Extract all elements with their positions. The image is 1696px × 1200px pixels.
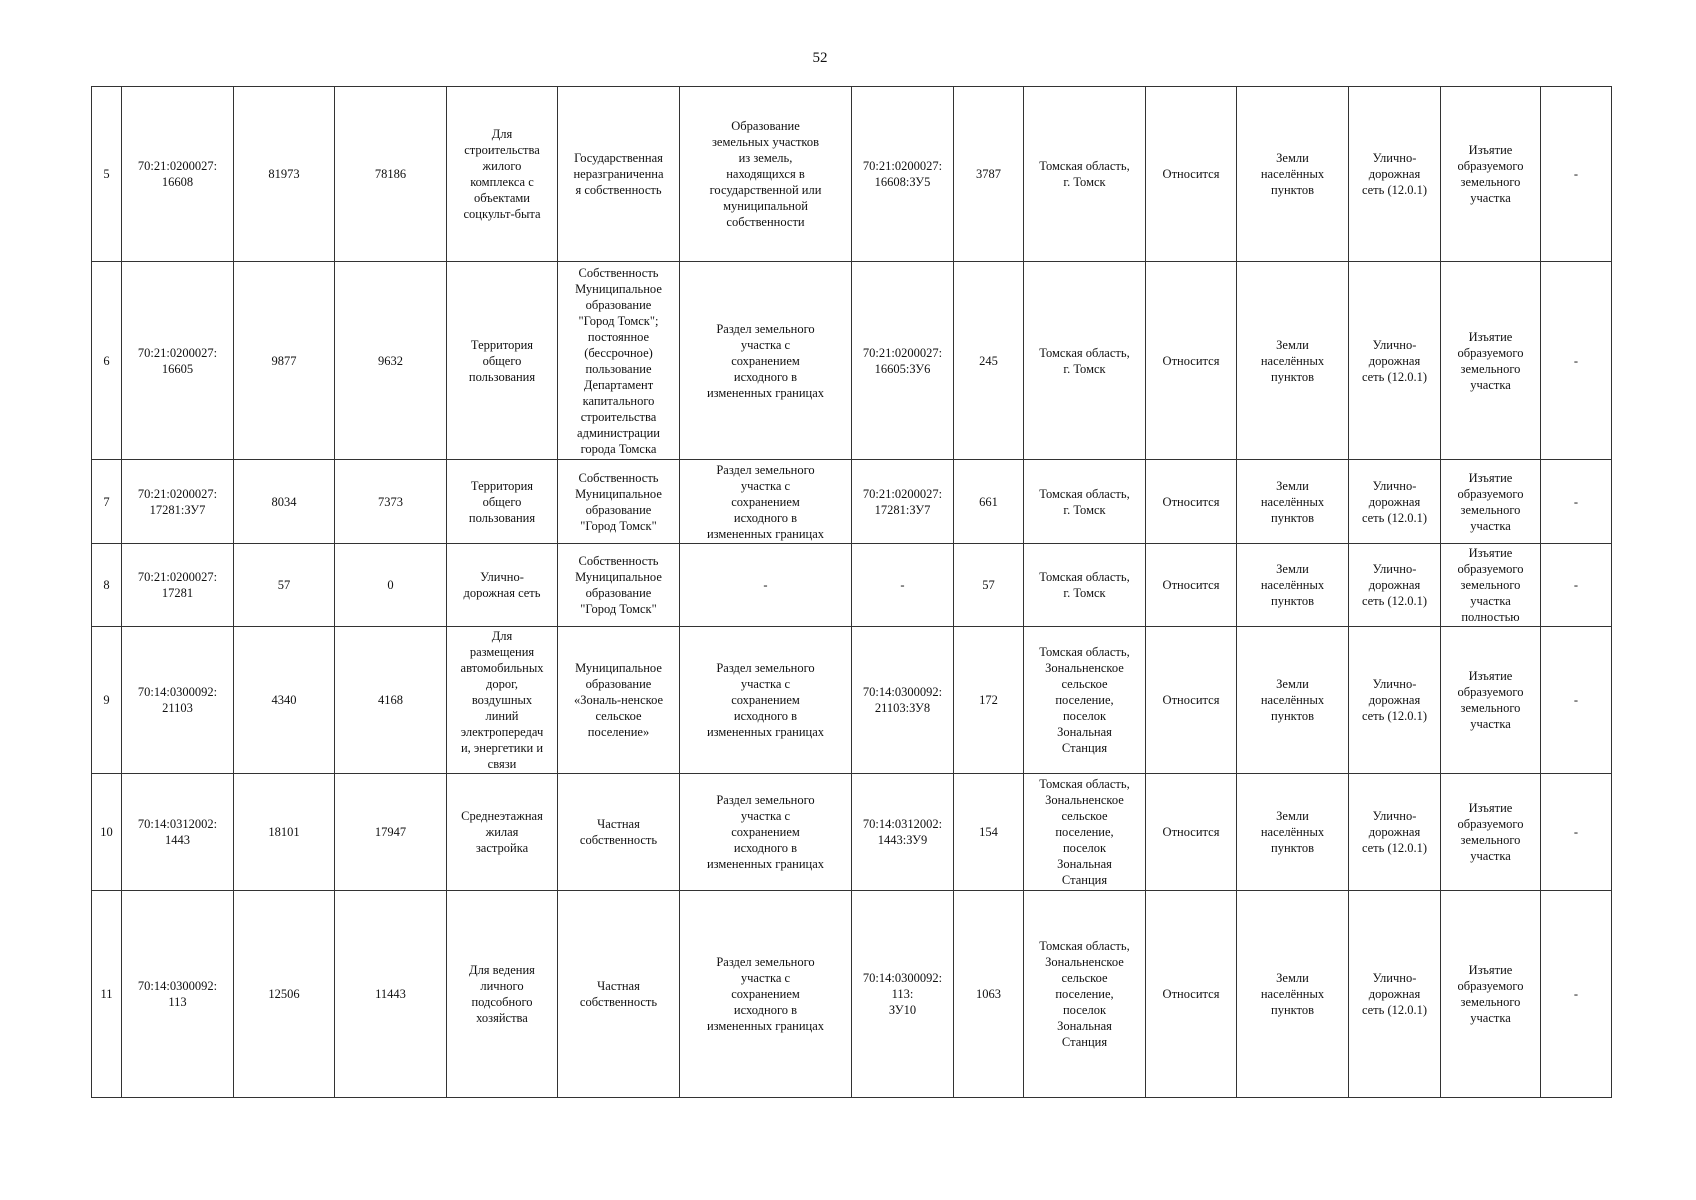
new-plot-area: 661	[954, 460, 1024, 544]
address: Томская область, г. Томск	[1024, 460, 1146, 544]
new-plot-id: 70:21:0200027: 16605:ЗУ6	[852, 262, 954, 460]
relation: Относится	[1146, 891, 1237, 1098]
formation-method: -	[680, 544, 852, 627]
note: -	[1541, 627, 1612, 774]
row-number: 6	[92, 262, 122, 460]
formation-method: Раздел земельного участка с сохранением исходного в измененных границах	[680, 627, 852, 774]
formation-method: Раздел земельного участка с сохранением исходного в измененных границах	[680, 774, 852, 891]
remaining-area: 11443	[335, 891, 447, 1098]
action: Изъятие образуемого земельного участка	[1441, 774, 1541, 891]
note: -	[1541, 774, 1612, 891]
formation-method: Раздел земельного участка с сохранением исходного в измененных границах	[680, 460, 852, 544]
total-area: 8034	[234, 460, 335, 544]
relation: Относится	[1146, 544, 1237, 627]
address: Томская область, г. Томск	[1024, 87, 1146, 262]
remaining-area: 9632	[335, 262, 447, 460]
note: -	[1541, 87, 1612, 262]
address: Томская область, Зональненское сельское поселение, поселок Зональная Станция	[1024, 774, 1146, 891]
note: -	[1541, 262, 1612, 460]
action: Изъятие образуемого земельного участка	[1441, 460, 1541, 544]
new-plot-id: 70:14:0312002: 1443:ЗУ9	[852, 774, 954, 891]
total-area: 81973	[234, 87, 335, 262]
land-plots-table	[91, 86, 1612, 1098]
cadastral-number: 70:14:0300092: 21103	[122, 627, 234, 774]
relation: Относится	[1146, 262, 1237, 460]
new-plot-area: 3787	[954, 87, 1024, 262]
new-purpose: Улично- дорожная сеть (12.0.1)	[1349, 774, 1441, 891]
new-plot-area: 245	[954, 262, 1024, 460]
relation: Относится	[1146, 774, 1237, 891]
new-purpose: Улично- дорожная сеть (12.0.1)	[1349, 627, 1441, 774]
cadastral-number: 70:14:0300092: 113	[122, 891, 234, 1098]
ownership-right: Муниципальное образование «Зональ-ненское сельское поселение»	[558, 627, 680, 774]
remaining-area: 78186	[335, 87, 447, 262]
land-category: Земли населённых пунктов	[1237, 544, 1349, 627]
action: Изъятие образуемого земельного участка полностью	[1441, 544, 1541, 627]
permitted-use: Среднеэтажная жилая застройка	[447, 774, 558, 891]
action: Изъятие образуемого земельного участка	[1441, 627, 1541, 774]
new-purpose: Улично- дорожная сеть (12.0.1)	[1349, 262, 1441, 460]
table-row	[92, 87, 1612, 262]
formation-method: Раздел земельного участка с сохранением исходного в измененных границах	[680, 262, 852, 460]
address: Томская область, Зональненское сельское поселение, поселок Зональная Станция	[1024, 891, 1146, 1098]
permitted-use: Территория общего пользования	[447, 460, 558, 544]
remaining-area: 17947	[335, 774, 447, 891]
address: Томская область, г. Томск	[1024, 544, 1146, 627]
address: Томская область, Зональненское сельское поселение, поселок Зональная Станция	[1024, 627, 1146, 774]
ownership-right: Государственная неразграниченна я собственность	[558, 87, 680, 262]
note: -	[1541, 891, 1612, 1098]
row-number: 10	[92, 774, 122, 891]
new-plot-id: 70:21:0200027: 17281:ЗУ7	[852, 460, 954, 544]
new-plot-area: 172	[954, 627, 1024, 774]
relation: Относится	[1146, 460, 1237, 544]
new-plot-id: 70:14:0300092: 113: ЗУ10	[852, 891, 954, 1098]
land-category: Земли населённых пунктов	[1237, 891, 1349, 1098]
cadastral-number: 70:21:0200027: 17281	[122, 544, 234, 627]
permitted-use: Для ведения личного подсобного хозяйства	[447, 891, 558, 1098]
action: Изъятие образуемого земельного участка	[1441, 262, 1541, 460]
permitted-use: Для строительства жилого комплекса с объектами соцкульт-быта	[447, 87, 558, 262]
land-category: Земли населённых пунктов	[1237, 87, 1349, 262]
permitted-use: Территория общего пользования	[447, 262, 558, 460]
note: -	[1541, 460, 1612, 544]
relation: Относится	[1146, 87, 1237, 262]
new-plot-area: 57	[954, 544, 1024, 627]
ownership-right: Собственность Муниципальное образование "Город Томск"	[558, 544, 680, 627]
formation-method: Образование земельных участков из земель, находящихся в государственной или муниципальной собственности	[680, 87, 852, 262]
land-category: Земли населённых пунктов	[1237, 460, 1349, 544]
new-purpose: Улично- дорожная сеть (12.0.1)	[1349, 87, 1441, 262]
formation-method: Раздел земельного участка с сохранением исходного в измененных границах	[680, 891, 852, 1098]
total-area: 9877	[234, 262, 335, 460]
new-plot-area: 154	[954, 774, 1024, 891]
new-purpose: Улично- дорожная сеть (12.0.1)	[1349, 460, 1441, 544]
cadastral-number: 70:21:0200027: 16608	[122, 87, 234, 262]
action: Изъятие образуемого земельного участка	[1441, 891, 1541, 1098]
new-plot-id: 70:21:0200027: 16608:ЗУ5	[852, 87, 954, 262]
land-category: Земли населённых пунктов	[1237, 774, 1349, 891]
row-number: 9	[92, 627, 122, 774]
new-purpose: Улично- дорожная сеть (12.0.1)	[1349, 544, 1441, 627]
permitted-use: Для размещения автомобильных дорог, воздушных линий электропередач и, энергетики и связи	[447, 627, 558, 774]
row-number: 11	[92, 891, 122, 1098]
cadastral-number: 70:14:0312002: 1443	[122, 774, 234, 891]
page-number: 52	[812, 50, 828, 66]
table-row	[92, 774, 1612, 891]
new-plot-id: 70:14:0300092: 21103:ЗУ8	[852, 627, 954, 774]
relation: Относится	[1146, 627, 1237, 774]
ownership-right: Частная собственность	[558, 891, 680, 1098]
action: Изъятие образуемого земельного участка	[1441, 87, 1541, 262]
new-plot-id: -	[852, 544, 954, 627]
ownership-right: Собственность Муниципальное образование "Город Томск"	[558, 460, 680, 544]
ownership-right: Собственность Муниципальное образование "Город Томск"; постоянное (бессрочное) пользование Департамент капитального строительства администрации города Томска	[558, 262, 680, 460]
total-area: 12506	[234, 891, 335, 1098]
table-row	[92, 262, 1612, 460]
cadastral-number: 70:21:0200027: 16605	[122, 262, 234, 460]
address: Томская область, г. Томск	[1024, 262, 1146, 460]
new-purpose: Улично- дорожная сеть (12.0.1)	[1349, 891, 1441, 1098]
row-number: 8	[92, 544, 122, 627]
remaining-area: 4168	[335, 627, 447, 774]
remaining-area: 7373	[335, 460, 447, 544]
total-area: 57	[234, 544, 335, 627]
total-area: 18101	[234, 774, 335, 891]
table-row	[92, 544, 1612, 627]
note: -	[1541, 544, 1612, 627]
row-number: 5	[92, 87, 122, 262]
row-number: 7	[92, 460, 122, 544]
land-category: Земли населённых пунктов	[1237, 627, 1349, 774]
new-plot-area: 1063	[954, 891, 1024, 1098]
cadastral-number: 70:21:0200027: 17281:ЗУ7	[122, 460, 234, 544]
table-row	[92, 627, 1612, 774]
ownership-right: Частная собственность	[558, 774, 680, 891]
table-row	[92, 891, 1612, 1098]
remaining-area: 0	[335, 544, 447, 627]
table-row	[92, 460, 1612, 544]
total-area: 4340	[234, 627, 335, 774]
land-category: Земли населённых пунктов	[1237, 262, 1349, 460]
permitted-use: Улично- дорожная сеть	[447, 544, 558, 627]
